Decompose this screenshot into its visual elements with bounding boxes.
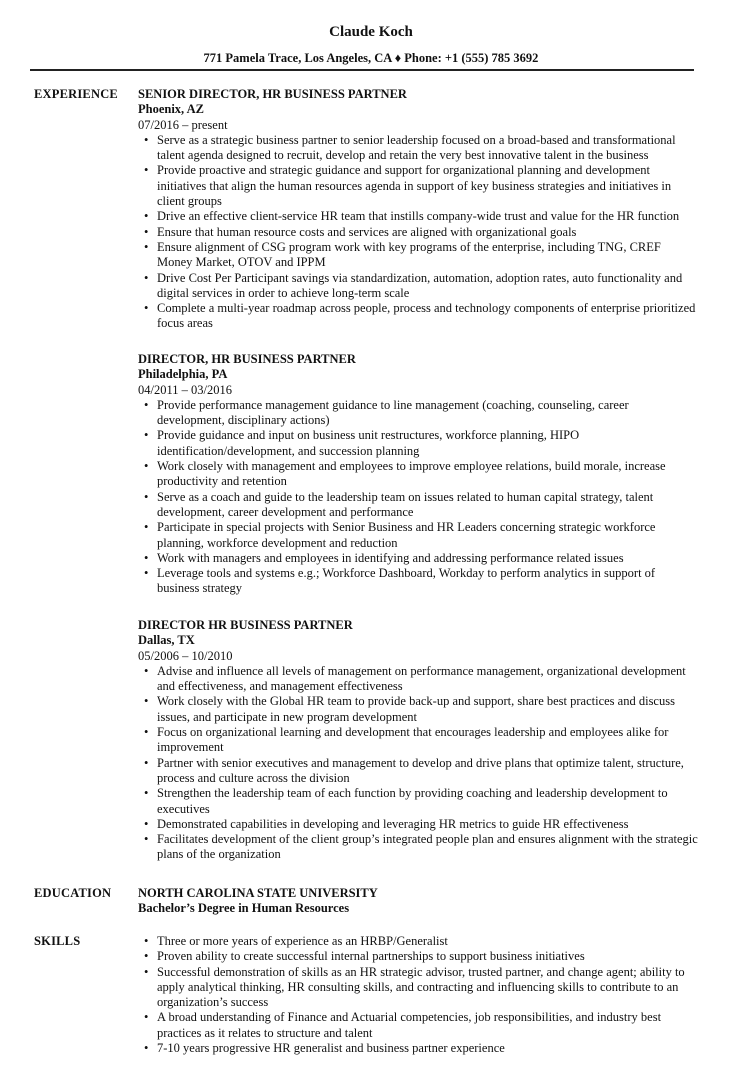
list-item: • Facilitates development of the client group’s integrated people plan and ensures alignment with the strategic plans of the organization <box>138 832 698 863</box>
candidate-name: Claude Koch <box>329 24 413 40</box>
list-item: • Serve as a strategic business partner to senior leadership focused on a broad-based and transformational talent agenda designed to recruit, develop and retain the very best innovative talent in the business <box>138 133 698 164</box>
list-item: • Drive Cost Per Participant savings via standardization, automation, adoption rates, auto functionality and digital services in order to achieve long-term scale <box>138 271 698 302</box>
education-entry <box>138 886 698 917</box>
list-item: • Participate in special projects with Senior Business and HR Leaders concerning strategic workforce planning, workforce development and reduction <box>138 520 698 551</box>
job-title: DIRECTOR HR BUSINESS PARTNER <box>138 618 353 632</box>
job-dates: 07/2016 – present <box>138 117 228 132</box>
list-item: • Strengthen the leadership team of each function by providing coaching and leadership development to executives <box>138 786 698 817</box>
list-item: • Work closely with the Global HR team to provide back-up and support, share best practices and discuss issues, and participate in new program development <box>138 694 698 725</box>
contact-line: 771 Pamela Trace, Los Angeles, CA ♦ Phone: +1 (555) 785 3692 <box>203 51 539 65</box>
list-item: • Leverage tools and systems e.g.; Workforce Dashboard, Workday to perform analytics in support of business strategy <box>138 566 698 597</box>
job-dates: 05/2006 – 10/2010 <box>138 648 233 663</box>
experience-section-label: EXPERIENCE <box>34 87 118 101</box>
job-entry <box>138 352 698 597</box>
list-item: • Work with managers and employees in identifying and addressing performance related issues <box>138 551 698 566</box>
job-bullets <box>138 133 698 332</box>
list-item: • Demonstrated capabilities in developing and leveraging HR metrics to guide HR effectiveness <box>138 817 698 832</box>
job-entry <box>138 618 698 863</box>
list-item: • Provide guidance and input on business unit restructures, workforce planning, HIPO identification/development, and succession planning <box>138 428 698 459</box>
job-bullets <box>138 398 698 597</box>
job-title: SENIOR DIRECTOR, HR BUSINESS PARTNER <box>138 87 407 101</box>
job-location: Dallas, TX <box>138 633 195 648</box>
job-title: DIRECTOR, HR BUSINESS PARTNER <box>138 352 356 366</box>
list-item: • Complete a multi-year roadmap across people, process and technology components of enterprise prioritized focus areas <box>138 301 698 332</box>
list-item: • Partner with senior executives and management to develop and drive plans that optimize talent, structure, process and culture across the division <box>138 756 698 787</box>
list-item: • Successful demonstration of skills as an HR strategic advisor, trusted partner, and change agent; ability to apply analytical thinking, HR consulting skills, and contracting and influencing skills to contribute to an organization’s success <box>138 965 698 1011</box>
list-item: • Ensure that human resource costs and services are aligned with organizational goals <box>138 225 698 240</box>
list-item: • Provide proactive and strategic guidance and support for organizational planning and development initiatives that align the human resources agenda in support of key business strategies and initiatives in client groups <box>138 163 698 209</box>
skills-list <box>138 934 698 1056</box>
list-item: • Serve as a coach and guide to the leadership team on issues related to human capital strategy, talent development, career development and performance <box>138 490 698 521</box>
list-item: • Proven ability to create successful internal partnerships to support business initiatives <box>138 949 698 964</box>
skills-bullets <box>138 934 698 1056</box>
job-bullets <box>138 664 698 863</box>
list-item: • Drive an effective client-service HR team that instills company-wide trust and value for the HR function <box>138 209 698 224</box>
header-divider <box>30 69 694 71</box>
job-location: Phoenix, AZ <box>138 102 204 117</box>
list-item: • 7-10 years progressive HR generalist and business partner experience <box>138 1041 698 1056</box>
list-item: • Provide performance management guidance to line management (coaching, counseling, career development, disciplinary actions) <box>138 398 698 429</box>
list-item: • Focus on organizational learning and development that encourages leadership and employees alike for improvement <box>138 725 698 756</box>
education-section-label: EDUCATION <box>34 886 112 900</box>
list-item: • Advise and influence all levels of management on performance management, organizational development and effectiveness, and management effectiveness <box>138 664 698 695</box>
list-item: • Ensure alignment of CSG program work with key programs of the enterprise, including TNG, CREF Money Market, OTOV and IPPM <box>138 240 698 271</box>
list-item: • Three or more years of experience as an HRBP/Generalist <box>138 934 698 949</box>
job-entry <box>138 87 698 332</box>
job-dates: 04/2011 – 03/2016 <box>138 382 232 397</box>
degree: Bachelor’s Degree in Human Resources <box>138 901 350 916</box>
school-name: NORTH CAROLINA STATE UNIVERSITY <box>138 886 378 900</box>
list-item: • Work closely with management and employees to improve employee relations, build morale, increase productivity and retention <box>138 459 698 490</box>
list-item: • A broad understanding of Finance and Actuarial competencies, job responsibilities, and industry best practices as it relates to structure and talent <box>138 1010 698 1041</box>
skills-section-label: SKILLS <box>34 934 81 948</box>
job-location: Philadelphia, PA <box>138 367 228 382</box>
